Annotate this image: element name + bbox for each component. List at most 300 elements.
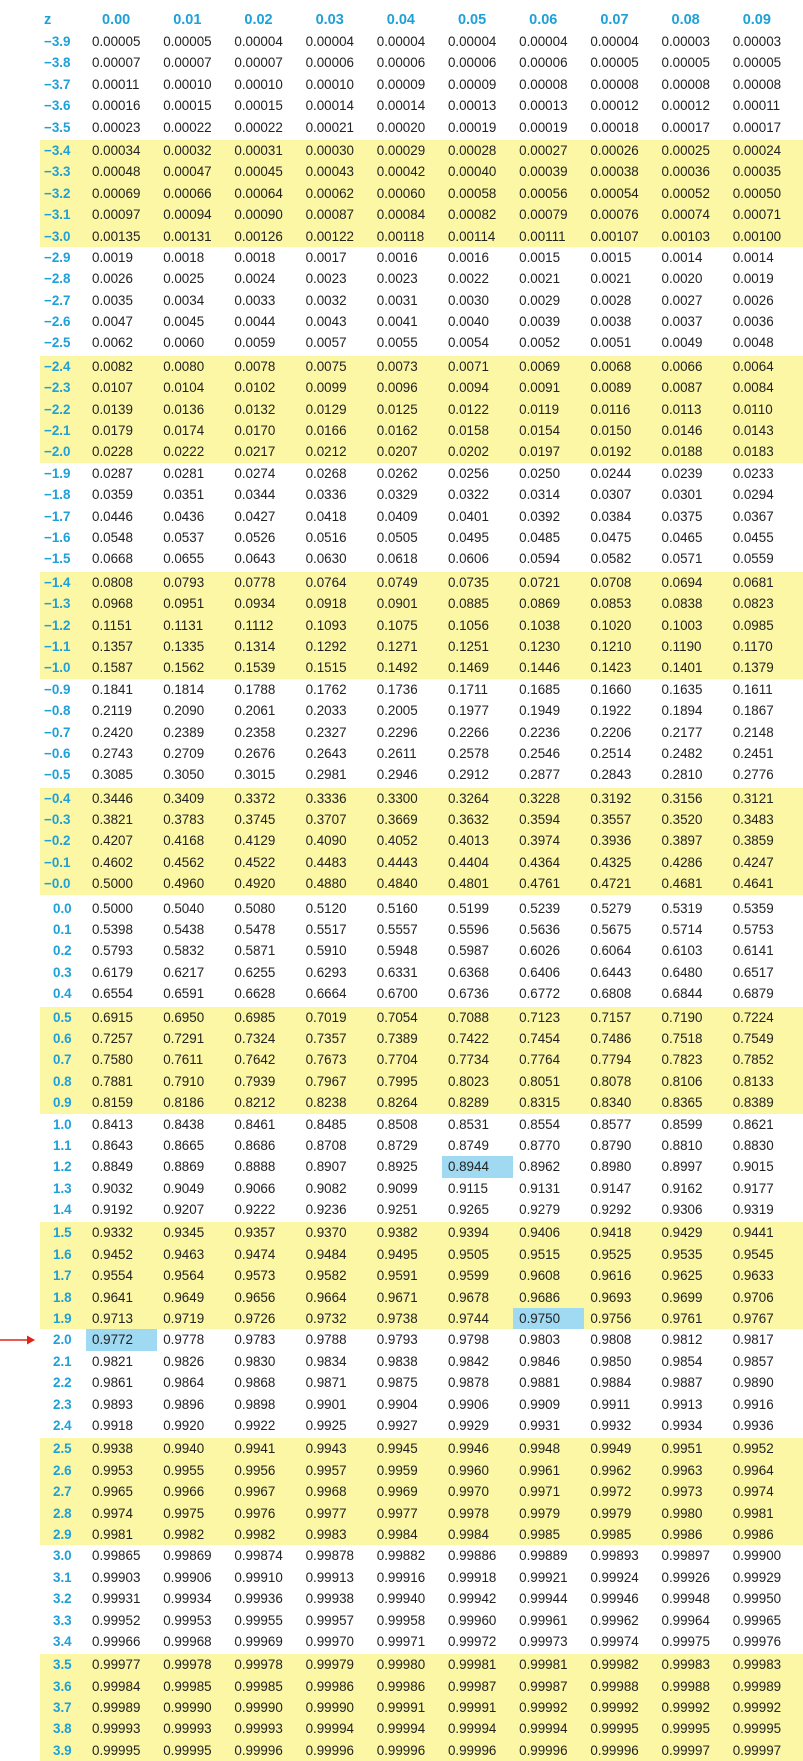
probability-cell: 0.0655 [163, 551, 205, 567]
probability-cell: 0.9918 [92, 1418, 133, 1433]
probability-cell: 0.7422 [447, 1030, 489, 1046]
probability-cell: 0.1075 [376, 617, 418, 633]
probability-cell: 0.99994 [519, 1721, 568, 1737]
z-value-cell: −2.8 [44, 271, 71, 287]
probability-cell: 0.0505 [376, 529, 418, 545]
probability-cell: 0.0023 [305, 271, 347, 287]
probability-cell: 0.7019 [305, 1009, 347, 1025]
z-value-cell: 2.6 [53, 1462, 72, 1478]
probability-cell: 0.99916 [376, 1569, 426, 1585]
probability-cell: 0.7910 [163, 1073, 205, 1089]
probability-cell: 0.0301 [661, 487, 703, 503]
probability-cell: 0.99993 [92, 1721, 141, 1737]
probability-cell: 0.7673 [305, 1052, 347, 1068]
probability-cell: 0.00090 [234, 207, 283, 223]
probability-cell: 0.2296 [376, 724, 418, 740]
probability-cell: 0.9761 [661, 1311, 703, 1327]
probability-cell: 0.00084 [376, 207, 426, 223]
probability-cell: 0.0778 [234, 574, 276, 590]
probability-cell: 0.2643 [305, 745, 347, 761]
probability-cell: 0.99934 [163, 1591, 212, 1607]
probability-cell: 0.0808 [92, 574, 133, 590]
probability-cell: 0.8365 [661, 1095, 703, 1111]
probability-cell: 0.9985 [590, 1526, 632, 1542]
probability-cell: 0.99924 [590, 1569, 639, 1585]
probability-cell: 0.0418 [305, 508, 347, 524]
probability-cell: 0.5040 [163, 900, 205, 916]
probability-cell: 0.4168 [163, 833, 205, 849]
probability-cell: 0.0045 [163, 314, 205, 330]
probability-cell: 0.9382 [376, 1225, 418, 1241]
probability-cell: 0.0582 [590, 551, 632, 567]
probability-cell: 0.9962 [590, 1462, 632, 1478]
probability-cell: 0.5279 [590, 900, 632, 916]
probability-cell: 0.0244 [590, 465, 632, 481]
probability-cell: 0.9961 [519, 1462, 561, 1478]
probability-cell: 0.2578 [447, 745, 489, 761]
z-value-cell: −3.5 [44, 119, 71, 135]
probability-cell: 0.5910 [305, 943, 347, 959]
probability-cell: 0.1020 [590, 617, 632, 633]
probability-cell: 0.1635 [661, 681, 703, 697]
probability-cell: 0.99985 [234, 1678, 283, 1694]
probability-cell: 0.4443 [376, 854, 418, 870]
probability-cell: 0.0485 [519, 529, 561, 545]
column-header: 0.09 [742, 12, 771, 28]
table-row [40, 1524, 803, 1545]
table-row [40, 1329, 803, 1350]
probability-cell: 0.9959 [376, 1462, 418, 1478]
probability-cell: 0.4761 [519, 876, 561, 892]
probability-cell: 0.00069 [92, 185, 141, 201]
probability-cell: 0.99893 [590, 1548, 639, 1564]
z-value-cell: 1.1 [53, 1137, 72, 1153]
probability-cell: 0.9535 [661, 1246, 703, 1262]
probability-cell: 0.0764 [305, 574, 347, 590]
probability-cell: 0.9808 [590, 1332, 632, 1348]
probability-cell: 0.6026 [519, 943, 561, 959]
probability-cell: 0.0287 [92, 465, 133, 481]
probability-cell: 0.7823 [661, 1052, 703, 1068]
probability-cell: 0.1736 [376, 681, 418, 697]
probability-cell: 0.8577 [590, 1116, 632, 1132]
probability-cell: 0.00011 [732, 98, 781, 114]
table-row [40, 1178, 803, 1199]
probability-cell: 0.0122 [447, 401, 489, 417]
probability-cell: 0.5675 [590, 922, 632, 938]
probability-cell: 0.00003 [732, 34, 782, 49]
probability-cell: 0.99926 [661, 1569, 710, 1585]
probability-cell: 0.4880 [305, 876, 347, 892]
probability-cell: 0.99992 [661, 1700, 710, 1716]
probability-cell: 0.0537 [163, 529, 205, 545]
probability-cell: 0.8389 [732, 1095, 774, 1111]
probability-cell: 0.0024 [234, 271, 276, 287]
probability-cell: 0.5832 [163, 943, 205, 959]
probability-cell: 0.2148 [732, 724, 774, 740]
probability-cell: 0.00004 [519, 34, 568, 49]
probability-cell: 0.9032 [92, 1180, 133, 1196]
probability-cell: 0.9826 [163, 1353, 205, 1369]
probability-cell: 0.0465 [661, 529, 703, 545]
probability-cell: 0.9884 [590, 1375, 632, 1391]
table-row [40, 1220, 803, 1243]
probability-cell: 0.99965 [732, 1612, 782, 1628]
probability-cell: 0.9616 [590, 1268, 632, 1284]
z-value-cell: 3.4 [53, 1633, 72, 1649]
probability-cell: 0.99961 [519, 1612, 568, 1628]
probability-cell: 0.9957 [305, 1462, 347, 1478]
table-row [40, 679, 803, 700]
probability-cell: 0.1762 [305, 681, 347, 697]
probability-cell: 0.0051 [590, 335, 632, 351]
probability-cell: 0.0336 [305, 487, 347, 503]
probability-cell: 0.99969 [234, 1633, 283, 1649]
probability-cell: 0.4801 [447, 876, 489, 892]
probability-cell: 0.00135 [92, 228, 141, 244]
probability-cell: 0.0256 [447, 465, 489, 481]
probability-cell: 0.6844 [661, 986, 703, 1002]
probability-cell: 0.0409 [376, 508, 418, 524]
table-row [40, 570, 803, 593]
probability-cell: 0.9192 [92, 1202, 133, 1218]
probability-cell: 0.0179 [92, 423, 133, 439]
probability-cell: 0.0044 [234, 314, 276, 330]
probability-cell: 0.9582 [305, 1268, 347, 1284]
probability-cell: 0.99978 [234, 1657, 283, 1673]
probability-cell: 0.4483 [305, 854, 347, 870]
probability-cell: 0.6103 [661, 943, 703, 959]
probability-cell: 0.00005 [163, 34, 212, 49]
probability-cell: 0.6331 [376, 964, 418, 980]
probability-cell: 0.8289 [447, 1095, 489, 1111]
z-value-cell: 1.2 [53, 1159, 72, 1175]
probability-cell: 0.99978 [163, 1657, 212, 1673]
probability-cell: 0.9649 [163, 1289, 205, 1305]
probability-cell: 0.6141 [732, 943, 774, 959]
table-row [40, 95, 803, 116]
probability-cell: 0.0018 [163, 249, 205, 265]
z-value-cell: 0.1 [53, 922, 72, 938]
probability-cell: 0.5438 [163, 922, 205, 938]
z-value-cell: −2.3 [44, 380, 71, 396]
probability-cell: 0.0281 [163, 465, 205, 481]
probability-cell: 0.00009 [376, 76, 426, 92]
z-value-cell: −1.3 [44, 596, 71, 612]
probability-cell: 0.0021 [519, 271, 561, 287]
probability-cell: 0.9948 [519, 1441, 561, 1457]
marked-probability-cell: 0.9750 [513, 1308, 584, 1329]
probability-cell: 0.8508 [376, 1116, 418, 1132]
probability-cell: 0.8997 [661, 1159, 703, 1175]
probability-cell: 0.2090 [163, 703, 205, 719]
probability-cell: 0.2946 [376, 767, 418, 783]
probability-cell: 0.2033 [305, 703, 347, 719]
table-row [40, 1005, 803, 1028]
probability-cell: 0.0057 [305, 335, 347, 351]
z-value-cell: −1.1 [44, 638, 71, 654]
probability-cell: 0.00017 [732, 119, 782, 135]
probability-cell: 0.9573 [234, 1268, 276, 1284]
probability-cell: 0.9495 [376, 1246, 418, 1262]
probability-cell: 0.00103 [661, 228, 710, 244]
probability-cell: 0.99918 [447, 1569, 497, 1585]
probability-cell: 0.99979 [305, 1657, 354, 1673]
table-row [40, 138, 803, 161]
table-row [40, 1308, 803, 1329]
probability-cell: 0.00060 [376, 185, 426, 201]
table-row [40, 898, 803, 919]
probability-cell: 0.9968 [305, 1484, 347, 1500]
probability-cell: 0.0559 [732, 551, 774, 567]
probability-cell: 0.0150 [590, 423, 632, 439]
probability-cell: 0.3557 [590, 812, 632, 828]
probability-cell: 0.00010 [163, 76, 212, 92]
probability-cell: 0.0162 [376, 423, 418, 439]
probability-cell: 0.7088 [447, 1009, 489, 1025]
table-row [40, 743, 803, 764]
probability-cell: 0.6480 [661, 964, 703, 980]
probability-cell: 0.7054 [376, 1009, 418, 1025]
probability-cell: 0.9967 [234, 1484, 276, 1500]
probability-cell: 0.7357 [305, 1030, 347, 1046]
probability-cell: 0.0038 [590, 314, 632, 330]
probability-cell: 0.0869 [519, 596, 561, 612]
probability-cell: 0.1611 [732, 681, 773, 697]
probability-cell: 0.99910 [234, 1569, 283, 1585]
probability-cell: 0.8264 [376, 1095, 418, 1111]
table-row [40, 420, 803, 441]
probability-cell: 0.9821 [92, 1353, 133, 1369]
probability-cell: 0.9887 [661, 1375, 703, 1391]
probability-cell: 0.9965 [92, 1484, 133, 1500]
probability-cell: 0.1056 [447, 617, 489, 633]
probability-cell: 0.5160 [376, 900, 418, 916]
probability-cell: 0.9955 [163, 1462, 205, 1478]
probability-cell: 0.00009 [447, 76, 497, 92]
probability-cell: 0.9913 [661, 1396, 703, 1412]
probability-cell: 0.00026 [590, 142, 639, 158]
probability-cell: 0.0030 [447, 292, 489, 308]
probability-cell: 0.3372 [234, 790, 276, 806]
table-row [40, 983, 803, 1004]
probability-cell: 0.99990 [163, 1700, 212, 1716]
probability-cell: 0.8485 [305, 1116, 347, 1132]
probability-cell: 0.1539 [234, 660, 276, 676]
z-value-cell: −0.1 [44, 854, 71, 870]
column-header: 0.05 [457, 12, 487, 28]
probability-cell: 0.99990 [234, 1700, 283, 1716]
probability-cell: 0.00097 [92, 207, 141, 223]
probability-cell: 0.99993 [163, 1721, 212, 1737]
probability-cell: 0.99882 [376, 1548, 426, 1564]
z-value-cell: 0.9 [53, 1095, 72, 1111]
probability-cell: 0.8531 [447, 1116, 489, 1132]
probability-cell: 0.99950 [732, 1591, 782, 1607]
probability-cell: 0.9306 [661, 1202, 703, 1218]
probability-cell: 0.0048 [732, 335, 774, 351]
z-value-cell: −3.1 [44, 207, 71, 223]
probability-cell: 0.7549 [732, 1030, 774, 1046]
probability-cell: 0.99900 [732, 1548, 782, 1564]
z-value-cell: 3.3 [53, 1612, 72, 1628]
probability-cell: 0.7967 [305, 1073, 347, 1089]
probability-cell: 0.99972 [447, 1633, 497, 1649]
probability-cell: 0.9898 [234, 1396, 276, 1412]
z-value-cell: 1.0 [53, 1116, 72, 1132]
probability-cell: 0.0918 [305, 596, 347, 612]
probability-cell: 0.8888 [234, 1159, 276, 1175]
probability-cell: 0.5080 [234, 900, 276, 916]
probability-cell: 0.3483 [732, 812, 774, 828]
probability-cell: 0.2482 [661, 745, 703, 761]
probability-cell: 0.9625 [661, 1268, 703, 1284]
probability-cell: 0.6628 [234, 986, 276, 1002]
probability-cell: 0.1562 [163, 660, 205, 676]
probability-cell: 0.0139 [92, 401, 133, 417]
probability-cell: 0.4013 [447, 833, 489, 849]
probability-cell: 0.5398 [92, 922, 133, 938]
z-value-cell: 2.0 [53, 1332, 72, 1348]
probability-cell: 0.9966 [163, 1484, 205, 1500]
probability-cell: 0.0031 [376, 292, 418, 308]
probability-cell: 0.99994 [447, 1721, 497, 1737]
probability-cell: 0.99990 [305, 1700, 354, 1716]
probability-cell: 0.0019 [732, 271, 774, 287]
probability-cell: 0.8686 [234, 1137, 276, 1153]
probability-cell: 0.0049 [661, 335, 703, 351]
table-row [40, 74, 803, 95]
table-row [40, 1652, 803, 1675]
probability-cell: 0.0033 [234, 292, 276, 308]
probability-cell: 0.9916 [732, 1396, 774, 1412]
probability-cell: 0.9484 [305, 1246, 347, 1262]
probability-cell: 0.9931 [519, 1418, 561, 1433]
probability-cell: 0.8212 [234, 1095, 276, 1111]
probability-cell: 0.1314 [234, 638, 276, 654]
probability-cell: 0.5793 [92, 943, 133, 959]
probability-cell: 0.0025 [163, 271, 205, 287]
probability-cell: 0.99865 [92, 1548, 141, 1564]
table-row [40, 764, 803, 785]
z-table [40, 9, 803, 1761]
probability-cell: 0.99975 [661, 1633, 710, 1649]
z-value-cell: 3.6 [53, 1678, 72, 1694]
probability-cell: 0.00015 [234, 98, 283, 114]
probability-cell: 0.99995 [92, 1742, 141, 1758]
probability-cell: 0.99942 [447, 1591, 497, 1607]
probability-cell: 0.4090 [305, 833, 347, 849]
probability-cell: 0.0207 [376, 444, 418, 460]
z-value-cell: −1.8 [44, 487, 71, 503]
z-value-cell: 1.8 [53, 1289, 72, 1305]
probability-cell: 0.9222 [234, 1202, 276, 1218]
probability-cell: 0.00014 [305, 98, 354, 114]
probability-cell: 0.9977 [305, 1505, 347, 1521]
table-row [40, 183, 803, 204]
probability-cell: 0.00007 [92, 55, 141, 71]
probability-cell: 0.9896 [163, 1396, 205, 1412]
probability-cell: 0.9893 [92, 1396, 133, 1412]
probability-cell: 0.6950 [163, 1009, 205, 1025]
probability-cell: 0.9963 [661, 1462, 703, 1478]
probability-cell: 0.1977 [447, 703, 489, 719]
z-value-cell: 0.0 [53, 900, 72, 916]
probability-cell: 0.99981 [519, 1657, 568, 1673]
probability-cell: 0.0838 [661, 596, 703, 612]
probability-cell: 0.9406 [519, 1225, 561, 1241]
probability-cell: 0.00038 [590, 164, 639, 180]
probability-cell: 0.9693 [590, 1289, 632, 1305]
probability-cell: 0.0170 [234, 423, 276, 439]
z-value-cell: 1.9 [53, 1311, 72, 1327]
z-value-cell: 0.6 [53, 1030, 72, 1046]
z-value-cell: −0.2 [44, 833, 71, 849]
table-row [40, 1436, 803, 1459]
probability-cell: 0.0721 [519, 574, 561, 590]
column-header: 0.08 [671, 12, 700, 28]
probability-cell: 0.9591 [376, 1268, 418, 1284]
probability-cell: 0.9265 [447, 1202, 489, 1218]
probability-cell: 0.0643 [234, 551, 276, 567]
table-row [40, 1697, 803, 1718]
table-row [40, 1610, 803, 1631]
probability-cell: 0.9986 [732, 1526, 774, 1542]
probability-cell: 0.3156 [661, 790, 703, 806]
probability-cell: 0.3409 [163, 790, 205, 806]
probability-cell: 0.0384 [590, 508, 632, 524]
probability-cell: 0.0359 [92, 487, 133, 503]
table-row [40, 399, 803, 420]
probability-cell: 0.0084 [732, 380, 774, 396]
table-row [40, 117, 803, 138]
probability-cell: 0.6985 [234, 1009, 276, 1025]
probability-cell: 0.0099 [305, 380, 347, 396]
probability-cell: 0.9756 [590, 1311, 632, 1327]
probability-cell: 0.0091 [519, 380, 561, 396]
probability-cell: 0.00004 [234, 34, 283, 49]
probability-cell: 0.1335 [163, 638, 205, 654]
probability-cell: 0.0071 [447, 358, 489, 374]
probability-cell: 0.4960 [163, 876, 205, 892]
z-value-cell: 1.7 [53, 1268, 72, 1284]
probability-cell: 0.9147 [590, 1180, 632, 1196]
probability-cell: 0.9964 [732, 1462, 774, 1478]
probability-cell: 0.00100 [732, 228, 782, 244]
table-row [40, 852, 803, 873]
probability-cell: 0.0268 [305, 465, 347, 481]
probability-cell: 0.0080 [163, 358, 205, 374]
probability-cell: 0.99968 [163, 1633, 212, 1649]
probability-cell: 0.5948 [376, 943, 418, 959]
probability-cell: 0.99906 [163, 1569, 212, 1585]
probability-cell: 0.00005 [732, 55, 782, 71]
table-row [40, 830, 803, 851]
probability-cell: 0.1922 [590, 703, 632, 719]
table-row [40, 506, 803, 527]
probability-cell: 0.0028 [590, 292, 632, 308]
probability-cell: 0.0571 [661, 551, 703, 567]
probability-cell: 0.1170 [732, 638, 773, 654]
probability-cell: 0.9975 [163, 1505, 205, 1521]
z-value-cell: −2.9 [44, 249, 71, 265]
table-row [40, 1114, 803, 1135]
probability-cell: 0.99952 [92, 1612, 141, 1628]
probability-cell: 0.0136 [163, 401, 205, 417]
probability-cell: 0.7224 [732, 1009, 774, 1025]
probability-cell: 0.4641 [732, 876, 774, 892]
probability-cell: 0.00028 [447, 142, 497, 158]
